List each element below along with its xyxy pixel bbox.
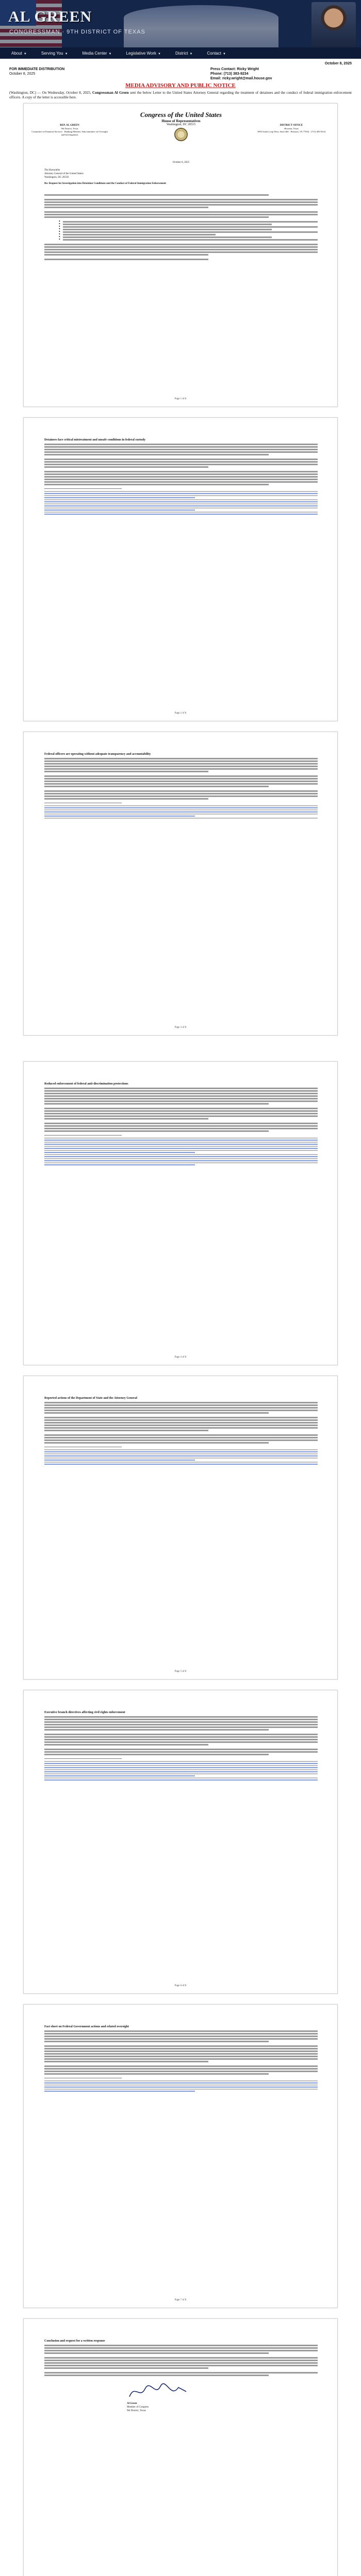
site-banner [0,0,361,47]
letterhead-right-lines: 3003 South Loop West, Suite 460 · Houston, TX 77054 · (713) 383-9234 [257,130,325,133]
addressee-line-3: Washington, DC 20530 [44,176,69,179]
distribution-date: October 8, 2025 [9,72,36,76]
letter-page-6 [23,1690,338,1994]
chevron-down-icon: ▼ [158,52,161,56]
site-subtitle: CONGRESSMAN · 9TH DISTRICT OF TEXAS [9,29,145,35]
signature-title-1: Member of Congress [127,2406,149,2409]
page-number: Page 6 of 8 [174,1985,187,1987]
letter-body [44,194,318,263]
letterhead-city: Washington, DC 20515 [166,123,196,126]
letter-page-8 [23,2318,338,2576]
signature-name: Al Green [127,2402,137,2405]
letter-page-7 [23,2004,338,2308]
main-nav [0,47,361,59]
nav-media-center-label: Media Center [82,50,107,56]
page-number: Page 7 of 8 [174,2299,187,2301]
addressee-line-2: Attorney General of the United States [44,173,84,175]
letter-page-5 [23,1376,338,1680]
addressee-line-1: The Honorable [44,169,60,172]
letter-page-3 [23,732,338,1036]
letter-page-2 [23,417,338,721]
press-heading: MEDIA ADVISORY AND PUBLIC NOTICE [125,82,236,89]
section-title: Executive branch directives affecting civil rights enforcement [44,1711,125,1714]
nav-about-label: About [11,50,22,56]
signature-block [127,2381,189,2428]
nav-district[interactable] [169,51,199,56]
press-intro [9,91,352,100]
page-number: Page 5 of 8 [174,1670,187,1673]
chevron-down-icon: ▼ [189,52,193,56]
distribution-block [9,67,64,76]
nav-legislative-work[interactable] [120,51,168,56]
letter-page-4 [23,1061,338,1365]
section-title: Fact sheet on Federal Government actions and related oversight [44,2025,129,2028]
intro-suffix: sent the below Letter to the United States Attorney General regarding the treatment of detainees and the conduct of federal immigration enforcement officers. A copy of the letter is accessible here. [9,91,352,99]
section-title: Reported actions of the Department of State and the Attorney General [44,1397,137,1400]
letterhead-left [31,124,108,137]
distribution-label: FOR IMMEDIATE DISTRIBUTION [9,67,65,71]
chevron-down-icon: ▼ [108,52,112,56]
letterhead-left-name: REP. AL GREEN [60,124,79,127]
capitol-graphic [124,5,278,47]
nav-legislative-work-label: Legislative Work [126,50,157,56]
letter-date: October 8, 2025 [172,161,190,164]
chevron-down-icon: ▼ [222,52,226,56]
nav-serving-you[interactable] [35,51,74,56]
section-title: Conclusion and request for a written response [44,2340,105,2343]
letterhead-title: Congress of the United States [140,111,222,118]
nav-district-label: District [175,50,188,56]
letterhead-right [253,124,330,133]
contact-name: Press Contact: Ricky Wright [210,67,259,71]
section-title: Detainees face critical mistreatment and unsafe conditions in federal custody [44,438,146,442]
letterhead-left-lines: Committee on Financial Services · Ranking Member, Subcommittee on Oversight and Investigations [31,130,108,136]
letter-page-1 [23,103,338,407]
section-title: Federal officers are operating without adequate transparency and accountability [44,753,151,756]
nav-media-center[interactable] [76,51,118,56]
intro-prefix: (Washington, DC) — On Wednesday, October 8, 2025, [9,91,93,95]
chevron-down-icon: ▼ [64,52,68,56]
letterhead-left-district: 9th District, Texas [61,127,78,130]
page-number: Page 4 of 8 [174,1356,187,1359]
nav-about[interactable] [5,51,33,56]
signature-title-2: 9th District, Texas [127,2410,146,2412]
page-number: Page 1 of 8 [174,398,187,400]
contact-block [210,67,272,81]
letterhead-house: House of Representatives [161,119,201,123]
nav-contact-label: Contact [207,50,221,56]
contact-phone: Phone: (713) 383-9234 [210,72,249,76]
chevron-down-icon: ▼ [23,52,27,56]
contact-email[interactable]: Email: ricky.wright@mail.house.gov [210,77,272,80]
page-number: Page 2 of 8 [174,712,187,715]
intro-bold: Congressman Al Green [92,91,129,95]
site-title[interactable]: AL GREEN [8,8,92,25]
signature-graphic [127,2381,189,2402]
nav-contact[interactable] [201,51,232,56]
page-number: Page 3 of 8 [174,1026,187,1029]
release-date: October 8, 2025 [324,62,352,65]
letterhead-right-district: Houston, Texas [284,127,299,130]
letter-addressee [44,168,84,179]
congressional-seal-icon [174,128,188,141]
congressman-portrait [311,2,356,47]
letter-subject: Re: Request for Investigation into Detention Conditions and the Conduct of Federal Immigration Enforcement [44,182,167,185]
nav-serving-you-label: Serving You [41,50,63,56]
letterhead-right-name: DISTRICT OFFICE [280,124,303,127]
section-title: Reduced enforcement of federal anti-discrimination protections [44,1082,128,1086]
letterhead-center [127,111,235,143]
